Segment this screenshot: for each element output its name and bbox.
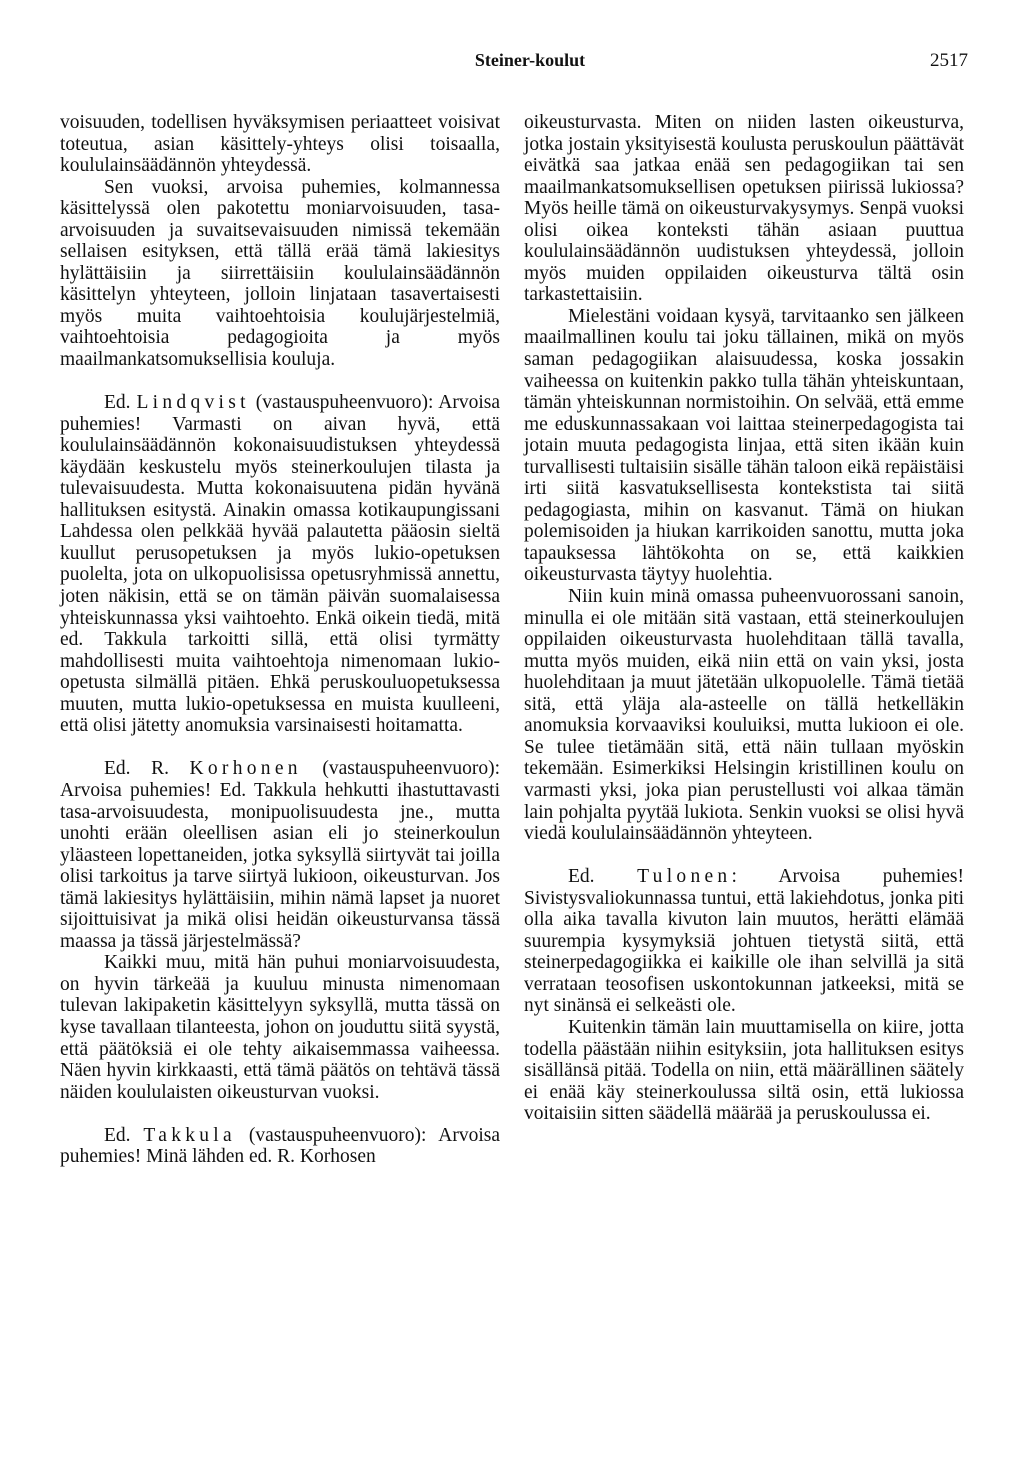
speech-text: : Arvoisa puhemies! Sivistysvaliokunnassa tuntui, että lakiehdotus, jonka piti olla aika tavalla kivuton lain muutos, herätti elämää suurempia kysymyksiä johtuen tietystä siitä, että steinerpedagogiikka ei kaikille ole ihan selvillä ja sitä verrataan teosofisen uskontokunnan jatkeeksi, mitä se nyt sinänsä ei selkeästi ole. [524,866,964,1017]
right-column [524,112,964,1125]
speaker-name: Takkula [143,1124,236,1146]
speech-takkula [60,1125,500,1168]
speech-lindqvist [60,392,500,737]
speech-prefix: Ed. [104,392,137,414]
speaker-name: Korhonen [189,758,302,780]
speech-prefix: Ed. [104,1124,144,1146]
paragraph: Sen vuoksi, arvoisa puhemies, kolmannessa käsittelyssä olen pakotettu moniarvoisuuden, tasa-arvoisuuden ja suvaitsevaisuuden nimissä tekemään sellaisen esityksen, että tällä erää tämä lakiesitys hylättäisiin ja siirrettäisiin koululainsäädännön käsittelyn yhteyteen, jolloin linjataan tasavertaisesti myös muita vaihtoehtoisia koulujärjestelmiä, vaihtoehtoisia pedagogioita ja myös maailmankatsomuksellisia kouluja. [60,176,500,371]
speech-prefix: Ed. [568,866,638,888]
paragraph: oikeusturvasta. Miten on niiden lasten oikeusturva, jotka jostain yksityisestä koulusta peruskoulun päättävät eivätkä saa jatkaa enää sen pedagogiikan tai sen maailmankatsomuksellisen opetuksen piirissä lukiossa? Myös heille tämä on oikeusturvakysymys. Senpä vuoksi olisi oikea konteksti tähän asiaan puuttua koululainsäädännön uudistuksen yhteydessä, jolloin myös muiden oppilaiden oikeusturva tältä osin tarkastettaisiin. [524,112,964,306]
speech-text: (vastauspuheenvuoro): Arvoisa puhemies! Ed. Takkula hehkutti ihastuttavasti tasa-arvoisuudesta, monipuolisuudesta jne., mutta unohti erään oleellisen asian eli jo steinerkoulun yläasteen lopettaneiden, jotka syksyllä siirtyvät tai joilla olisi tarkoitus ja tarve siirtyä lukioon, oikeusturvan. Jos tämä lakiesitys hylättäisiin, mihin nämä lapset ja nuoret sijoittuisivat ja mikä olisi heidän oikeusturvansa tässä maassa ja tässä järjestelmässä? [60,758,500,952]
speaker-name: Lindqvist [136,392,250,414]
speech-text: (vastauspuheenvuoro): Arvoisa puhemies! Minä lähden ed. R. Korhosen [60,1124,500,1168]
paragraph: Kaikki muu, mitä hän puhui moniarvoisuudesta, on hyvin tärkeää ja kuuluu minusta nimenomaan tulevan lakipaketin käsittelyyn syksyllä, mutta tässä on kyse tavallaan tilanteesta, johon on jouduttu siitä syystä, että päätöksiä ei ole tehty aikaisemmassa vaiheessa. Näen hyvin kirkkaasti, että tämä päätös on tehtävä tässä näiden koululaisten oikeusturvan vuoksi. [60,952,500,1103]
page-number: 2517 [930,50,968,71]
paragraph: Kuitenkin tämän lain muuttamisella on kiire, jotta todella päästään niihin esityksiin, jota hallituksen esitys sisällänsä pitää. Todella on niin, että määrällinen säätely ei enää käy steinerkoulussa siltä osin, että lukiossa voitaisiin sitten säädellä määrää ja peruskoulussa ei. [524,1016,964,1125]
running-title: Steiner-koulut [474,50,586,70]
paragraph: Niin kuin minä omassa puheenvuorossani sanoin, minulla ei ole mitään sitä vastaan, että steinerkoulujen oppilaiden oikeusturvasta huolehditaan tällä tavalla, mutta myös muiden, eikä niin että on vain yksi, josta huolehditaan ja muut jätetään ulkopuolelle. Tämä tietää sitä, että yläja ala-asteelle on tällä hetkelläkin anomuksia korvaaviksi kouluiksi, mutta lukioon ei ole. Se tulee tietämään sitä, että näin tullaan myöskin tekemään. Esimerkiksi Helsingin kristillinen koulu on varmasti yksi, joka pian perustellusti voi alkaa tämän lain pohjalta pyytää lukiota. Senkin vuoksi se olisi hyvä viedä koululainsäädännön yhteyteen. [524,586,964,845]
speech-tulonen [524,866,964,1017]
left-column [60,112,500,1168]
speech-prefix: Ed. R. [104,758,190,780]
speech-korhonen [60,758,500,952]
speaker-name: Tulonen [637,866,732,888]
paragraph: Mielestäni voidaan kysyä, tarvitaanko sen jälkeen maailmallinen koulu tai joku tällainen, mikä on myös saman pedagogiikan alaisuudessa, koska jossakin vaiheessa on kuitenkin pakko tulla tähän yhteiskuntaan, tämän yhteiskunnan normistoihin. On selvää, että emme me eduskunnassakaan voi laittaa steinerpedagogista tai jotain muuta pedagogista linjaa, että siten ikään kuin turvallisesti tultaisiin sisälle tähän taloon eikä repäistäisi irti siitä kasvatuksellisesta kontekstista tai siitä pedagogiasta, mihin on kasvanut. Tämä on hiukan polemisoiden ja hiukan karrikoiden sanottu, mutta joka tapauksessa lähtökohta on se, että kaikkien oikeusturvasta täytyy huolehtia. [524,305,964,586]
paragraph: voisuuden, todellisen hyväksymisen periaatteet voisivat toteutua, asian käsittely-yhteys olisi toisaalla, koululainsäädännön yhteydessä. [60,112,500,177]
speech-text: (vastauspuheenvuoro): Arvoisa puhemies! Varmasti on aivan hyvä, että koululainsäädännön kokonaisuudistuksen yhteydessä käydään keskustelu myös steinerkoulujen tilasta ja tulevaisuudesta. Mutta kokonaisuutena pidän hyvänä hallituksen esitystä. Ainakin omassa kotikaupungissani Lahdessa olen pelkkää hyvää palautetta pääosin sieltä kuullut perusopetuksen ja myös lukio-opetuksen puolelta, jota on ulkopuolisissa opetusryhmissä annettu, joten näkisin, että se on tämän päivän suomalaisessa yhteiskunnassa yksi vaihtoehto. Enkä oikein tiedä, mitä ed. Takkula tarkoitti sillä, että olisi tyrmätty mahdollisesti muita vaihtoehtoja nimenomaan lukio-opetusta silmällä pitäen. Ehkä peruskouluopetuksessa muuten, mutta lukio-opetuksessa en muista kuulleeni, että olisi jätetty anomuksia varsinaisesti hoitamatta. [60,392,500,737]
